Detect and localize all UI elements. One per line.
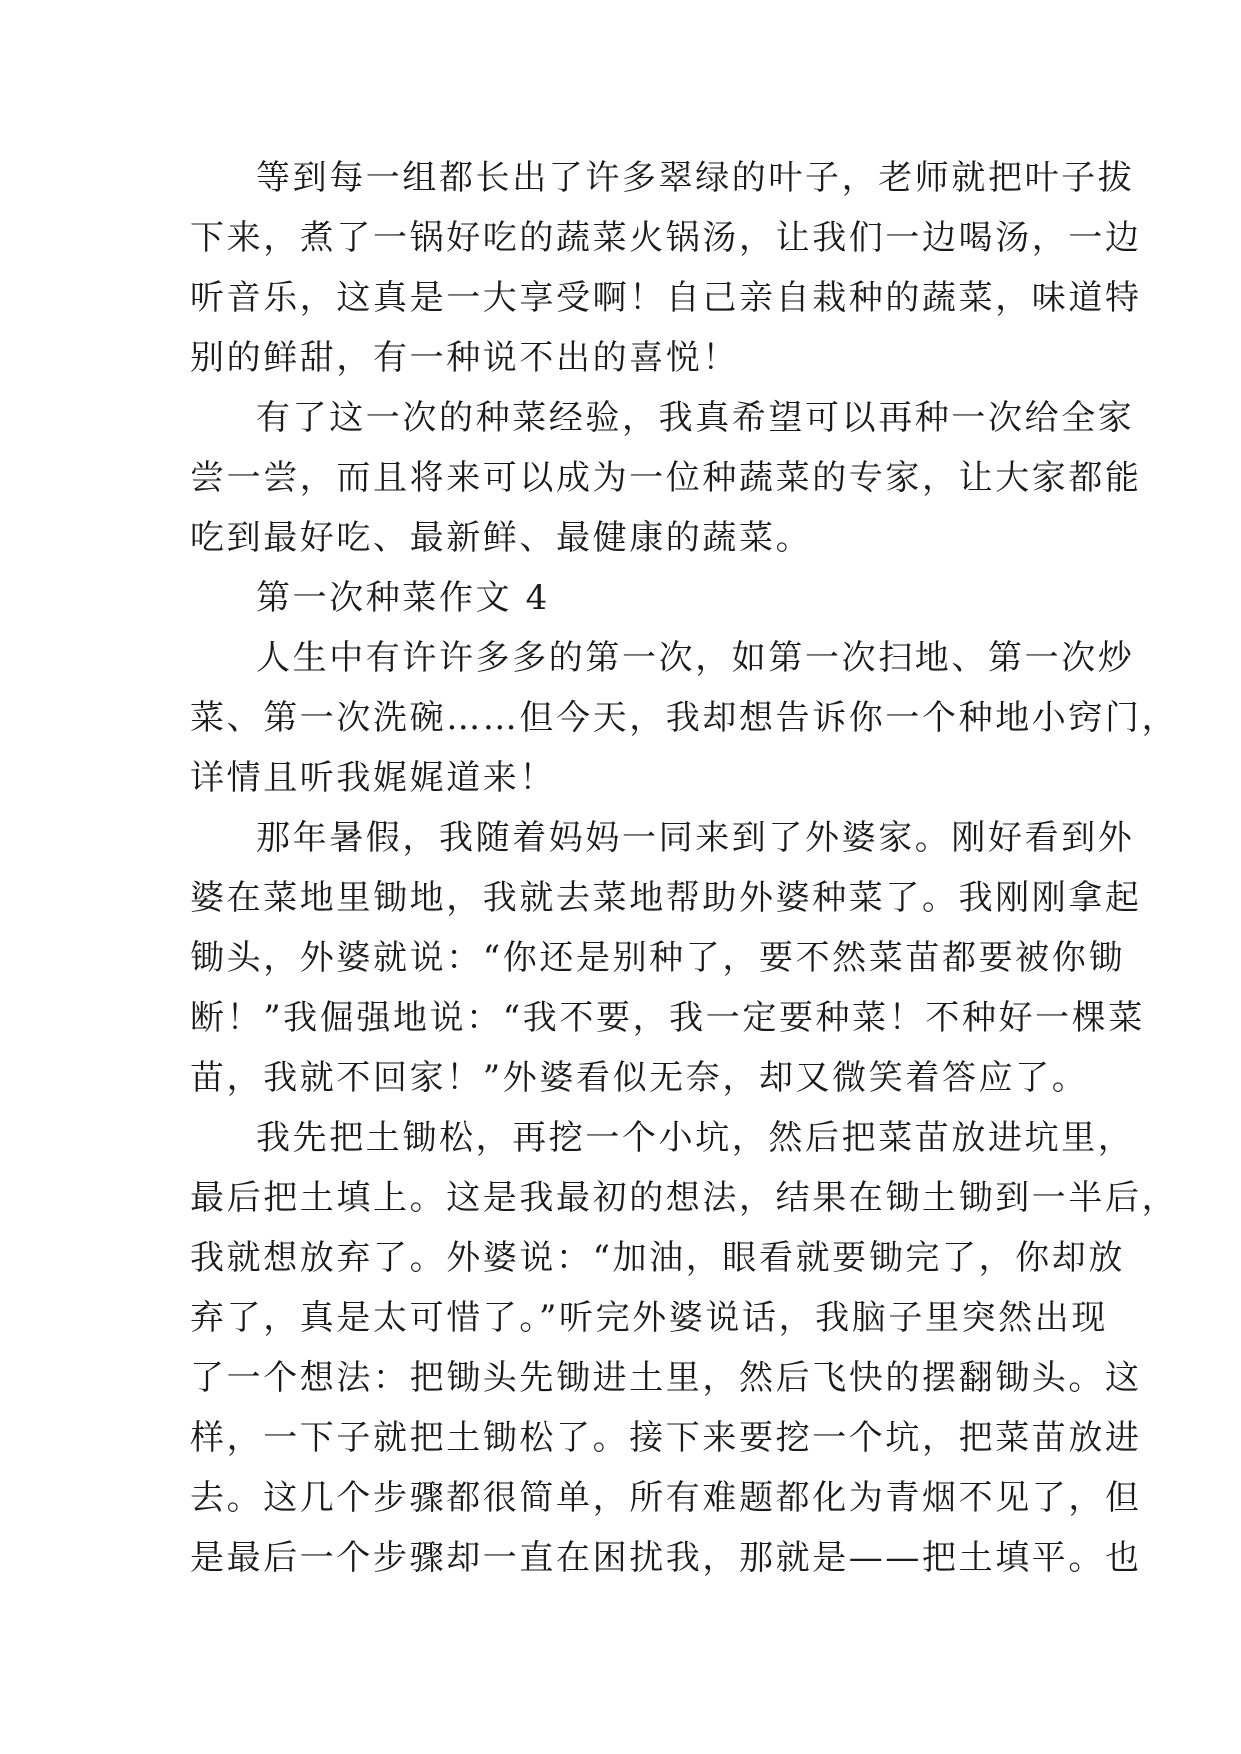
text-line: 苗，我就不回家！”外婆看似无奈，却又微笑着答应了。 [190,1058,1089,1098]
text-line: 最后把土填上。这是我最初的想法，结果在锄土锄到一半后， [190,1178,1179,1218]
text-line: 了一个想法：把锄头先锄进土里，然后飞快的摆翻锄头。这 [190,1358,1142,1398]
section-heading: 第一次种菜作文 4 [256,578,550,618]
text-line: 去。这几个步骤都很简单，所有难题都化为青烟不见了，但 [190,1478,1142,1518]
text-line: 等到每一组都长出了许多翠绿的叶子，老师就把叶子拔 [256,158,1135,198]
text-line: 人生中有许许多多的第一次，如第一次扫地、第一次炒 [256,638,1135,678]
text-line: 详情且听我娓娓道来！ [190,758,556,798]
text-line: 弃了，真是太可惜了。”听完外婆说话，我脑子里突然出现 [190,1298,1108,1338]
text-line: 有了这一次的种菜经验，我真希望可以再种一次给全家 [256,398,1135,438]
text-line: 那年暑假，我随着妈妈一同来到了外婆家。刚好看到外 [256,818,1135,858]
text-line: 听音乐，这真是一大享受啊！自己亲自栽种的蔬菜，味道特 [190,278,1142,318]
text-line: 尝一尝，而且将来可以成为一位种蔬菜的专家，让大家都能 [190,458,1142,498]
text-line: 我就想放弃了。外婆说：“加油，眼看就要锄完了，你却放 [190,1238,1125,1278]
text-line: 样，一下子就把土锄松了。接下来要挖一个坑，把菜苗放进 [190,1418,1142,1458]
text-line: 是最后一个步骤却一直在困扰我，那就是——把土填平。也 [190,1538,1142,1578]
text-line: 下来，煮了一锅好吃的蔬菜火锅汤，让我们一边喝汤，一边 [190,218,1142,258]
text-line: 菜、第一次洗碗……但今天，我却想告诉你一个种地小窍门， [190,698,1179,738]
text-line: 断！”我倔强地说：“我不要，我一定要种菜！不种好一棵菜 [190,998,1145,1038]
text-line: 吃到最好吃、最新鲜、最健康的蔬菜。 [190,518,813,558]
text-line: 锄头，外婆就说：“你还是别种了，要不然菜苗都要被你锄 [190,938,1125,978]
text-line: 婆在菜地里锄地，我就去菜地帮助外婆种菜了。我刚刚拿起 [190,878,1142,918]
text-line: 别的鲜甜，有一种说不出的喜悦！ [190,338,739,378]
text-line: 我先把土锄松，再挖一个小坑，然后把菜苗放进坑里， [256,1118,1135,1158]
